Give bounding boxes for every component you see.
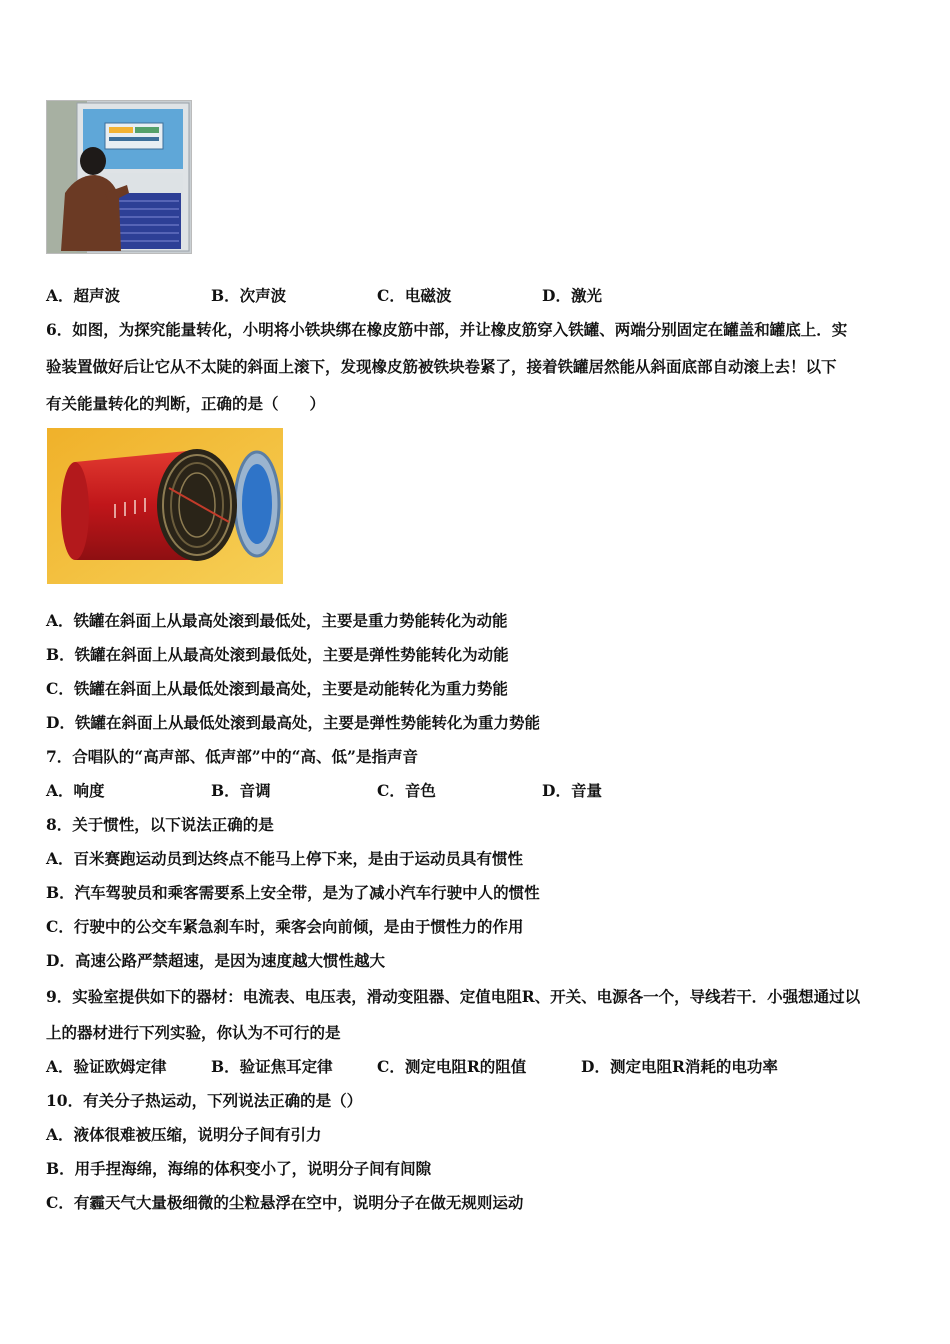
q5-option-c: C．电磁波 — [377, 286, 452, 305]
q9-option-c: C．测定电阻R的阻值 — [377, 1057, 527, 1076]
q8-option-c: C．行驶中的公交车紧急刹车时，乘客会向前倾，是由于惯性力的作用 — [46, 917, 524, 936]
q10-option-b: B．用手捏海绵，海绵的体积变小了，说明分子间有间隙 — [46, 1159, 432, 1178]
q6-option-d: D．铁罐在斜面上从最低处滚到最高处，主要是弹性势能转化为重力势能 — [46, 713, 540, 732]
q9-stem-line-1: 9．实验室提供如下的器材：电流表、电压表，滑动变阻器、定值电阻R、开关、电源各一个，导线若干．小强想通过以 — [46, 987, 861, 1006]
kiosk-photo — [46, 100, 192, 254]
q6-option-b: B．铁罐在斜面上从最高处滚到最低处，主要是弹性势能转化为动能 — [46, 645, 509, 664]
q9-stem-line-2: 上的器材进行下列实验，你认为不可行的是 — [46, 1023, 341, 1042]
q6-stem-line-2: 验装置做好后让它从不太陡的斜面上滚下，发现橡皮筋被铁块卷紧了，接着铁罐居然能从斜面底部自动滚上去！以下 — [46, 357, 837, 376]
q6-stem-line-3: 有关能量转化的判断，正确的是（ ） — [46, 394, 326, 413]
q8-option-a: A．百米赛跑运动员到达终点不能马上停下来，是由于运动员具有惯性 — [46, 849, 524, 868]
q10-option-c: C．有霾天气大量极细微的尘粒悬浮在空中，说明分子在做无规则运动 — [46, 1193, 524, 1212]
q5-option-d: D．激光 — [542, 286, 602, 305]
q7-stem: 7．合唱队的“高声部、低声部”中的“高、低”是指声音 — [46, 747, 418, 766]
q6-stem-line-1: 6．如图，为探究能量转化，小明将小铁块绑在橡皮筋中部，并让橡皮筋穿入铁罐、两端分别固定在罐盖和罐底上．实 — [46, 320, 848, 339]
q10-stem: 10．有关分子热运动，下列说法正确的是（） — [46, 1091, 363, 1110]
q8-option-d: D．高速公路严禁超速，是因为速度越大惯性越大 — [46, 951, 385, 970]
q5-option-a: A．超声波 — [46, 286, 121, 305]
q9-option-a: A．验证欧姆定律 — [46, 1057, 167, 1076]
q8-option-b: B．汽车驾驶员和乘客需要系上安全带，是为了减小汽车行驶中人的惯性 — [46, 883, 540, 902]
q7-option-b: B．音调 — [211, 781, 271, 800]
q10-option-a: A．液体很难被压缩，说明分子间有引力 — [46, 1125, 322, 1144]
q7-option-a: A．响度 — [46, 781, 105, 800]
q8-stem: 8．关于惯性，以下说法正确的是 — [46, 815, 274, 834]
q9-option-b: B．验证焦耳定律 — [211, 1057, 333, 1076]
q6-option-a: A．铁罐在斜面上从最高处滚到最低处，主要是重力势能转化为动能 — [46, 611, 508, 630]
q5-option-b: B．次声波 — [211, 286, 287, 305]
q6-option-c: C．铁罐在斜面上从最低处滚到最高处，主要是动能转化为重力势能 — [46, 679, 508, 698]
q7-option-c: C．音色 — [377, 781, 436, 800]
q9-option-d: D．测定电阻R消耗的电功率 — [581, 1057, 778, 1076]
tin-can-photo — [47, 428, 283, 584]
q7-option-d: D．音量 — [542, 781, 602, 800]
